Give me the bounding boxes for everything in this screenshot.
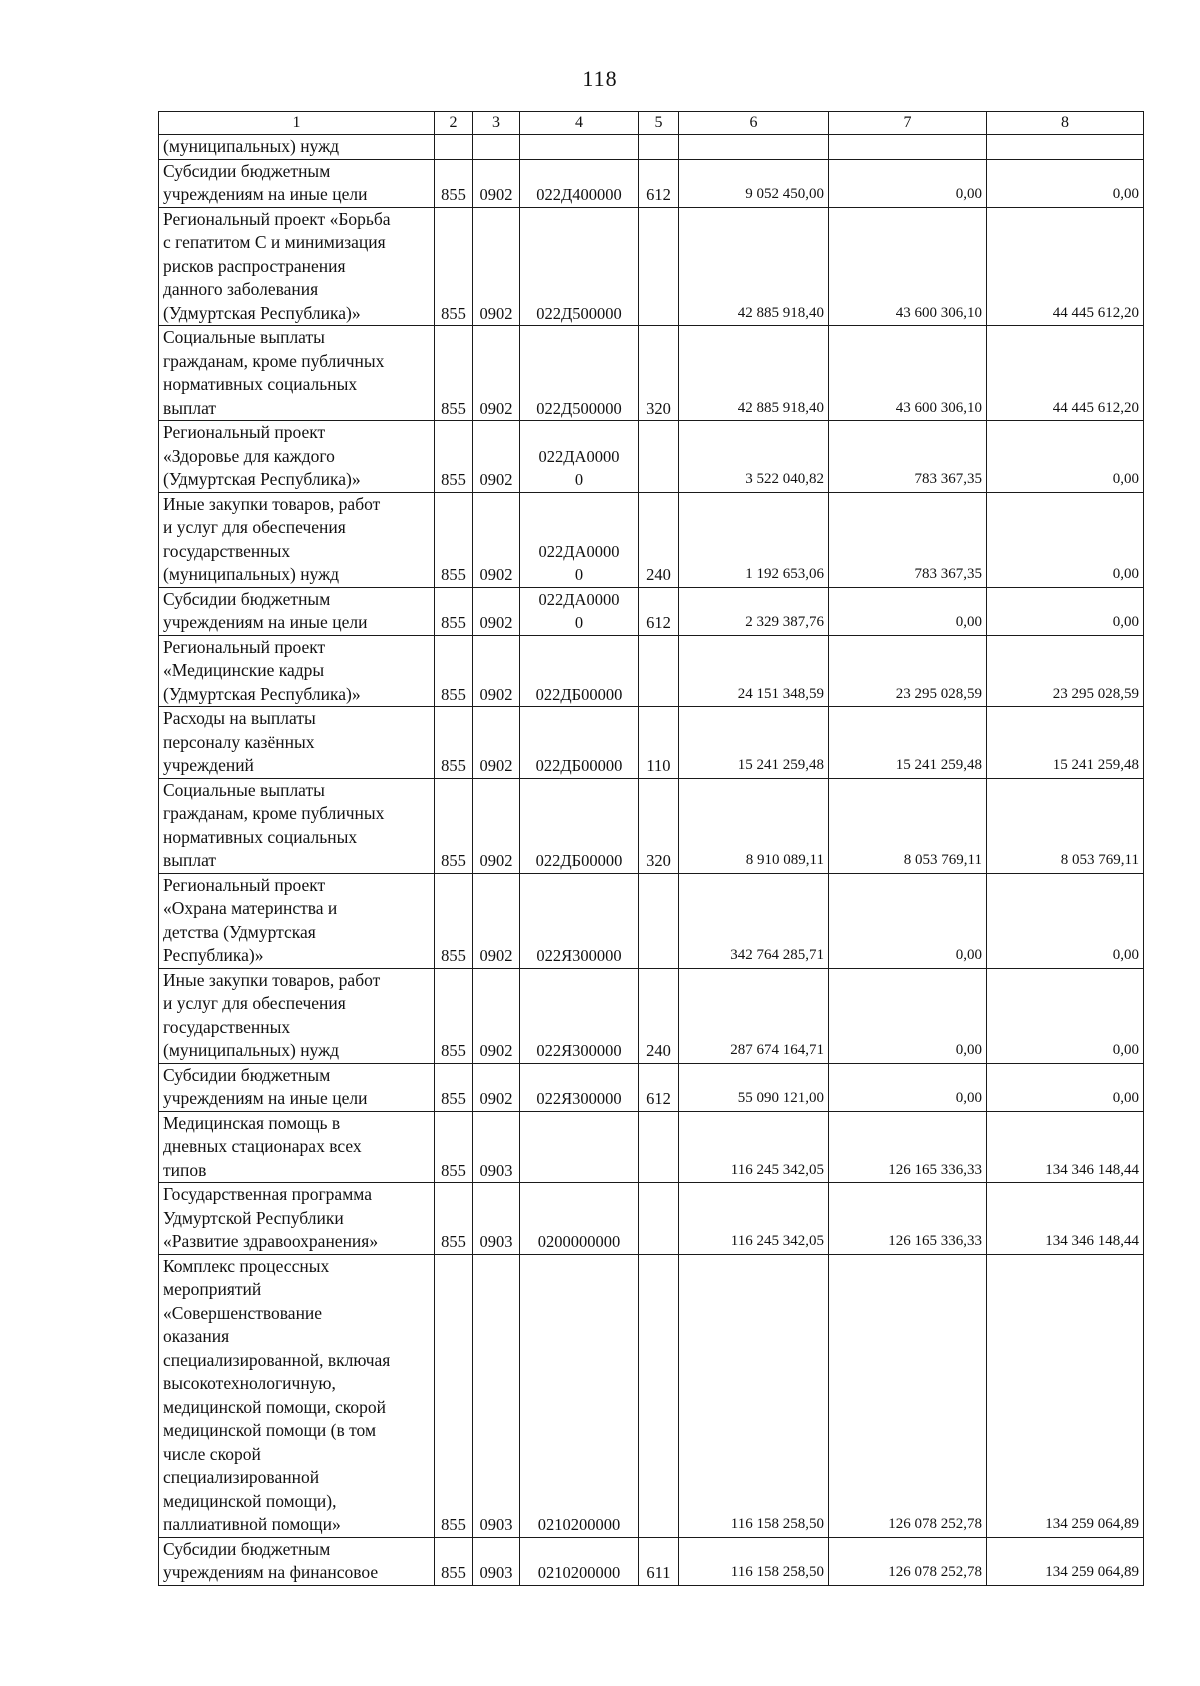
cell-amount-year-2: 0,00 [829, 159, 987, 207]
cell-ministry-code: 855 [435, 635, 473, 707]
cell-ministry-code: 855 [435, 207, 473, 326]
cell-expense-type: 612 [639, 159, 679, 207]
cell-amount-year-2: 43 600 306,10 [829, 207, 987, 326]
table-row [159, 135, 1144, 160]
cell-amount-year-1: 24 151 348,59 [679, 635, 829, 707]
cell-ministry-code: 855 [435, 326, 473, 421]
cell-amount-year-2: 126 165 336,33 [829, 1111, 987, 1183]
cell-target-code: 022ДБ00000 [520, 778, 639, 873]
cell-amount-year-1: 116 245 342,05 [679, 1111, 829, 1183]
cell-description: Региональный проект «Борьба с гепатитом С и минимизация рисков распространения данного заболевания (Удмуртская Республика)» [159, 207, 435, 326]
cell-amount-year-3: 0,00 [987, 492, 1144, 587]
cell-amount-year-1: 1 192 653,06 [679, 492, 829, 587]
cell-ministry-code: 855 [435, 1254, 473, 1537]
cell-description: Социальные выплаты гражданам, кроме публичных нормативных социальных выплат [159, 778, 435, 873]
cell-amount-year-3: 44 445 612,20 [987, 326, 1144, 421]
cell-amount-year-2: 43 600 306,10 [829, 326, 987, 421]
cell-target-code: 022ДБ00000 [520, 635, 639, 707]
cell-amount-year-3: 0,00 [987, 1063, 1144, 1111]
cell-amount-year-3 [987, 135, 1144, 160]
cell-section-code: 0902 [473, 326, 520, 421]
cell-section-code: 0902 [473, 587, 520, 635]
budget-table [158, 111, 1144, 1586]
cell-section-code: 0902 [473, 707, 520, 779]
cell-amount-year-2: 126 078 252,78 [829, 1254, 987, 1537]
cell-target-code: 022Я300000 [520, 968, 639, 1063]
column-header-1: 1 [159, 112, 435, 135]
column-header-8: 8 [987, 112, 1144, 135]
cell-amount-year-1: 2 329 387,76 [679, 587, 829, 635]
cell-description: Региональный проект «Охрана материнства и детства (Удмуртская Республика)» [159, 873, 435, 968]
cell-target-code: 022Д400000 [520, 159, 639, 207]
cell-description: Социальные выплаты гражданам, кроме публичных нормативных социальных выплат [159, 326, 435, 421]
cell-expense-type [639, 635, 679, 707]
cell-ministry-code: 855 [435, 873, 473, 968]
cell-amount-year-3: 0,00 [987, 873, 1144, 968]
cell-section-code: 0903 [473, 1254, 520, 1537]
cell-target-code: 022ДА0000 0 [520, 492, 639, 587]
cell-ministry-code: 855 [435, 1111, 473, 1183]
cell-expense-type: 320 [639, 326, 679, 421]
cell-description: (муниципальных) нужд [159, 135, 435, 160]
cell-section-code: 0903 [473, 1111, 520, 1183]
cell-amount-year-2: 0,00 [829, 873, 987, 968]
cell-amount-year-3: 0,00 [987, 159, 1144, 207]
cell-target-code: 022Д500000 [520, 207, 639, 326]
table-row [159, 1537, 1144, 1585]
table-row [159, 159, 1144, 207]
cell-target-code: 0210200000 [520, 1537, 639, 1585]
cell-expense-type [639, 421, 679, 493]
cell-amount-year-1: 55 090 121,00 [679, 1063, 829, 1111]
cell-section-code: 0902 [473, 1063, 520, 1111]
cell-target-code: 022Я300000 [520, 873, 639, 968]
table-row [159, 968, 1144, 1063]
column-header-2: 2 [435, 112, 473, 135]
cell-amount-year-3: 8 053 769,11 [987, 778, 1144, 873]
cell-target-code: 022Д500000 [520, 326, 639, 421]
cell-target-code [520, 135, 639, 160]
cell-section-code: 0902 [473, 635, 520, 707]
table-row [159, 635, 1144, 707]
cell-expense-type: 240 [639, 492, 679, 587]
column-header-5: 5 [639, 112, 679, 135]
cell-section-code: 0902 [473, 968, 520, 1063]
cell-ministry-code [435, 135, 473, 160]
cell-ministry-code: 855 [435, 587, 473, 635]
cell-section-code: 0902 [473, 421, 520, 493]
column-header-3: 3 [473, 112, 520, 135]
column-header-6: 6 [679, 112, 829, 135]
cell-amount-year-1 [679, 135, 829, 160]
cell-section-code: 0903 [473, 1183, 520, 1255]
cell-amount-year-1: 42 885 918,40 [679, 326, 829, 421]
header-row [159, 112, 1144, 135]
table-row [159, 707, 1144, 779]
cell-amount-year-1: 116 158 258,50 [679, 1254, 829, 1537]
cell-amount-year-3: 44 445 612,20 [987, 207, 1144, 326]
page-number: 118 [582, 66, 618, 91]
cell-amount-year-1: 3 522 040,82 [679, 421, 829, 493]
cell-section-code: 0902 [473, 159, 520, 207]
cell-description: Субсидии бюджетным учреждениям на финансовое [159, 1537, 435, 1585]
cell-amount-year-2: 783 367,35 [829, 421, 987, 493]
cell-ministry-code: 855 [435, 707, 473, 779]
cell-ministry-code: 855 [435, 492, 473, 587]
cell-target-code: 022ДБ00000 [520, 707, 639, 779]
cell-expense-type [639, 135, 679, 160]
cell-amount-year-2: 783 367,35 [829, 492, 987, 587]
cell-section-code: 0902 [473, 778, 520, 873]
table-row [159, 1183, 1144, 1255]
table-row [159, 1254, 1144, 1537]
cell-expense-type [639, 1111, 679, 1183]
cell-amount-year-2: 0,00 [829, 968, 987, 1063]
table-body [159, 112, 1144, 1586]
cell-amount-year-3: 0,00 [987, 587, 1144, 635]
cell-ministry-code: 855 [435, 1183, 473, 1255]
cell-amount-year-1: 15 241 259,48 [679, 707, 829, 779]
cell-description: Субсидии бюджетным учреждениям на иные цели [159, 1063, 435, 1111]
cell-description: Субсидии бюджетным учреждениям на иные цели [159, 159, 435, 207]
cell-amount-year-2: 23 295 028,59 [829, 635, 987, 707]
table-row [159, 587, 1144, 635]
cell-amount-year-2: 8 053 769,11 [829, 778, 987, 873]
cell-ministry-code: 855 [435, 968, 473, 1063]
cell-amount-year-3: 134 259 064,89 [987, 1254, 1144, 1537]
cell-section-code: 0903 [473, 1537, 520, 1585]
cell-description: Субсидии бюджетным учреждениям на иные цели [159, 587, 435, 635]
cell-amount-year-1: 9 052 450,00 [679, 159, 829, 207]
cell-amount-year-3: 23 295 028,59 [987, 635, 1144, 707]
cell-amount-year-2: 0,00 [829, 1063, 987, 1111]
cell-target-code: 0210200000 [520, 1254, 639, 1537]
cell-amount-year-3: 15 241 259,48 [987, 707, 1144, 779]
cell-target-code: 022Я300000 [520, 1063, 639, 1111]
cell-amount-year-2: 15 241 259,48 [829, 707, 987, 779]
cell-expense-type: 320 [639, 778, 679, 873]
cell-description: Иные закупки товаров, работ и услуг для обеспечения государственных (муниципальных) нужд [159, 492, 435, 587]
cell-ministry-code: 855 [435, 421, 473, 493]
cell-ministry-code: 855 [435, 1063, 473, 1111]
table-row [159, 207, 1144, 326]
cell-amount-year-1: 287 674 164,71 [679, 968, 829, 1063]
cell-description: Расходы на выплаты персоналу казённых учреждений [159, 707, 435, 779]
cell-expense-type: 240 [639, 968, 679, 1063]
column-header-4: 4 [520, 112, 639, 135]
cell-expense-type [639, 1183, 679, 1255]
cell-description: Региональный проект «Здоровье для каждого (Удмуртская Республика)» [159, 421, 435, 493]
cell-amount-year-3: 134 346 148,44 [987, 1111, 1144, 1183]
table-row [159, 1111, 1144, 1183]
cell-ministry-code: 855 [435, 778, 473, 873]
table-row [159, 326, 1144, 421]
cell-expense-type: 611 [639, 1537, 679, 1585]
cell-description: Медицинская помощь в дневных стационарах всех типов [159, 1111, 435, 1183]
table-row [159, 421, 1144, 493]
cell-section-code: 0902 [473, 492, 520, 587]
cell-amount-year-2: 126 165 336,33 [829, 1183, 987, 1255]
cell-section-code [473, 135, 520, 160]
cell-expense-type: 612 [639, 587, 679, 635]
cell-target-code: 022ДА0000 0 [520, 587, 639, 635]
cell-amount-year-1: 42 885 918,40 [679, 207, 829, 326]
cell-amount-year-3: 134 346 148,44 [987, 1183, 1144, 1255]
cell-ministry-code: 855 [435, 159, 473, 207]
cell-target-code [520, 1111, 639, 1183]
cell-description: Иные закупки товаров, работ и услуг для обеспечения государственных (муниципальных) нужд [159, 968, 435, 1063]
cell-ministry-code: 855 [435, 1537, 473, 1585]
cell-target-code: 0200000000 [520, 1183, 639, 1255]
cell-amount-year-2: 0,00 [829, 587, 987, 635]
cell-section-code: 0902 [473, 207, 520, 326]
table-row [159, 778, 1144, 873]
cell-amount-year-3: 134 259 064,89 [987, 1537, 1144, 1585]
cell-amount-year-1: 116 245 342,05 [679, 1183, 829, 1255]
cell-amount-year-3: 0,00 [987, 968, 1144, 1063]
cell-amount-year-3: 0,00 [987, 421, 1144, 493]
cell-amount-year-2 [829, 135, 987, 160]
cell-target-code: 022ДА0000 0 [520, 421, 639, 493]
cell-description: Региональный проект «Медицинские кадры (Удмуртская Республика)» [159, 635, 435, 707]
cell-expense-type: 110 [639, 707, 679, 779]
cell-description: Комплекс процессных мероприятий «Совершенствование оказания специализированной, включая высокотехнологичную, медицинской помощи, скорой медицинской помощи (в том числе скорой специализированной медицинской помощи), паллиативной помощи» [159, 1254, 435, 1537]
table-row [159, 492, 1144, 587]
cell-amount-year-2: 126 078 252,78 [829, 1537, 987, 1585]
cell-expense-type: 612 [639, 1063, 679, 1111]
cell-description: Государственная программа Удмуртской Республики «Развитие здравоохранения» [159, 1183, 435, 1255]
table-row [159, 1063, 1144, 1111]
cell-amount-year-1: 8 910 089,11 [679, 778, 829, 873]
table-row [159, 873, 1144, 968]
cell-section-code: 0902 [473, 873, 520, 968]
column-header-7: 7 [829, 112, 987, 135]
cell-expense-type [639, 207, 679, 326]
cell-amount-year-1: 116 158 258,50 [679, 1537, 829, 1585]
cell-amount-year-1: 342 764 285,71 [679, 873, 829, 968]
cell-expense-type [639, 1254, 679, 1537]
cell-expense-type [639, 873, 679, 968]
